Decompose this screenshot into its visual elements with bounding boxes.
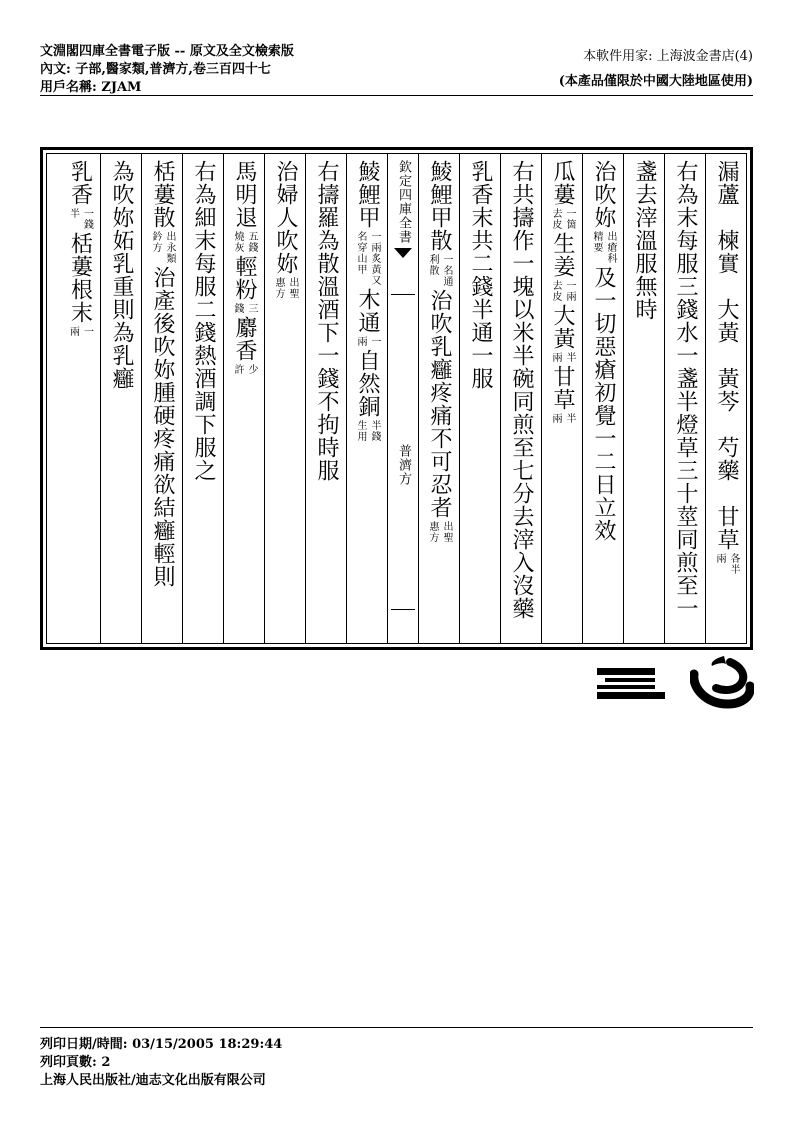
annotation-line: 各半 (728, 553, 739, 575)
main-text: 鯪鯉甲散 (427, 160, 452, 252)
annotation-line: 兩 (714, 553, 725, 564)
text-column (623, 154, 664, 643)
annotation-line: 許 (232, 364, 243, 375)
text-column (305, 154, 346, 643)
main-text: 右為末每服三錢水一盞半燈草三十莖同煎至一 (673, 160, 698, 620)
header-content-path: 內文: 子部,醫家類,普濟方,卷三百四十七 (40, 62, 271, 77)
annotation-line: 燒灰 (232, 231, 243, 253)
header-licensee: 本軟件用家: 上海波金書店(4) (583, 49, 753, 64)
annotation-line: 半 (564, 352, 575, 363)
main-text: 輕粉 (232, 255, 257, 301)
annotation-line: 去皮 (550, 208, 561, 230)
main-text: 盞去滓溫服無時 (632, 160, 657, 321)
annotation-line: 生用 (355, 420, 366, 442)
interlinear-annotation (354, 231, 380, 286)
interlinear-annotation (426, 521, 452, 543)
annotation-line: 一兩炙黃又 (369, 231, 380, 286)
interlinear-annotation (549, 413, 575, 424)
annotation-line: 兩 (355, 336, 366, 347)
book-spine-column (387, 154, 418, 643)
header-title: 文淵閣四庫全書電子版 -- 原文及全文檢索版 (40, 44, 294, 59)
main-text: 漏蘆 楝實 大黃 黃芩 芍藥 甘草 (714, 160, 739, 551)
annotation-line: 鈐方 (150, 231, 161, 253)
main-text: 右為細末每服二錢熱酒調下服之 (191, 160, 216, 482)
text-columns (46, 153, 747, 644)
footer-rule (40, 1027, 753, 1028)
text-column (705, 154, 746, 643)
annotation-line: 五錢 (246, 231, 257, 253)
text-column (182, 154, 223, 643)
publisher-logo-seal (690, 652, 754, 716)
interlinear-annotation (67, 208, 93, 230)
main-text: 治吹妳 (591, 160, 616, 229)
footer-publisher: 上海人民出版社/迪志文化出版有限公司 (40, 1073, 266, 1088)
main-text: 大黃 (550, 304, 575, 350)
main-text: 乳香 (67, 160, 93, 206)
main-text: 為吹妳妬乳重則為乳癰 (109, 160, 134, 390)
annotation-line: 出永類 (164, 231, 175, 264)
text-column (459, 154, 500, 643)
footer-print-datetime: 列印日期/時間: 03/15/2005 18:29:44 (40, 1037, 283, 1052)
interlinear-annotation (231, 303, 257, 314)
text-column (223, 154, 264, 643)
text-column (664, 154, 705, 643)
annotation-line: 錢 (232, 303, 243, 314)
annotation-line: 利散 (427, 254, 438, 276)
main-text: 治吹乳癰疼痛不可忍者 (427, 289, 452, 519)
fish-tail-mark (394, 248, 412, 258)
spine-title: 欽定四庫全書 (396, 160, 411, 244)
annotation-line: 半 (564, 413, 575, 424)
annotation-line: 兩 (550, 352, 561, 363)
main-text: 生姜 (550, 232, 575, 278)
main-text: 栝蔞根末 (67, 232, 93, 324)
text-column (141, 154, 182, 643)
text-column (500, 154, 541, 643)
text-column (346, 154, 387, 643)
annotation-line: 一錢 (81, 208, 93, 230)
interlinear-annotation (354, 336, 380, 347)
header-username: 用戶名稱: ZJAM (40, 80, 142, 95)
annotation-line: 半錢 (369, 420, 380, 442)
interlinear-annotation (549, 208, 575, 230)
main-text: 栝蔞散 (150, 160, 175, 229)
spine-divider (391, 294, 415, 295)
annotation-line: 精要 (591, 231, 602, 253)
text-column (59, 154, 100, 643)
header-region-notice: (本產品僅限於中國大陸地區使用) (558, 74, 753, 89)
main-text: 甘草 (550, 365, 575, 411)
main-text: 麝香 (232, 316, 257, 362)
main-text: 右共擣作一塊以米半碗同煎至七分去滓入沒藥 (509, 160, 534, 620)
annotation-line: 出聖 (287, 277, 298, 299)
text-column (100, 154, 141, 643)
annotation-line: 去皮 (550, 280, 561, 302)
annotation-line: 三 (246, 303, 257, 314)
footer-print-pages: 列印頁數: 2 (40, 1055, 111, 1070)
interlinear-annotation (272, 277, 298, 299)
main-text: 治婦人吹妳 (273, 160, 298, 275)
spine-divider (391, 609, 415, 610)
main-text: 自然銅 (355, 349, 380, 418)
main-text: 右擣羅為散溫酒下一錢不拘時服 (314, 160, 339, 482)
annotation-line: 一名通 (441, 254, 452, 287)
interlinear-annotation (590, 231, 616, 264)
main-text: 木通 (355, 288, 380, 334)
annotation-line: 半 (67, 208, 79, 219)
annotation-line: 一 (369, 336, 380, 347)
main-text: 及一切惡瘡初覺一二日立效 (591, 266, 616, 542)
interlinear-annotation (149, 231, 175, 264)
annotation-line: 兩 (550, 413, 561, 424)
text-column (418, 154, 459, 643)
annotation-line: 出聖 (441, 521, 452, 543)
interlinear-annotation (549, 352, 575, 363)
interlinear-annotation (231, 364, 257, 375)
annotation-line: 惠方 (273, 277, 284, 299)
annotation-line: 少 (246, 364, 257, 375)
main-text: 馬明退 (232, 160, 257, 229)
main-text: 鯪鯉甲 (355, 160, 380, 229)
spine-book-name: 普濟方 (396, 444, 411, 486)
annotation-line: 兩 (67, 326, 79, 337)
interlinear-annotation (231, 231, 257, 253)
interlinear-annotation (426, 254, 452, 287)
text-column (541, 154, 582, 643)
annotation-line: 出瘡科 (605, 231, 616, 264)
interlinear-annotation (713, 553, 739, 575)
annotation-line: 一箇 (564, 208, 575, 230)
annotation-line: 一 (81, 326, 93, 337)
annotation-line: 名穿山甲 (355, 231, 366, 275)
text-column (582, 154, 623, 643)
interlinear-annotation (67, 326, 93, 337)
main-text: 瓜蔞 (550, 160, 575, 206)
page-frame (40, 147, 753, 650)
annotation-line: 一兩 (564, 280, 575, 302)
main-text: 治產後吹妳腫硬疼痛欲結癰輕則 (150, 266, 175, 588)
text-column (264, 154, 305, 643)
publisher-logo-bars (597, 664, 667, 708)
interlinear-annotation (549, 280, 575, 302)
main-text: 乳香末共二錢半通一服 (468, 160, 493, 390)
header-rule (40, 95, 753, 96)
annotation-line: 惠方 (427, 521, 438, 543)
interlinear-annotation (354, 420, 380, 442)
